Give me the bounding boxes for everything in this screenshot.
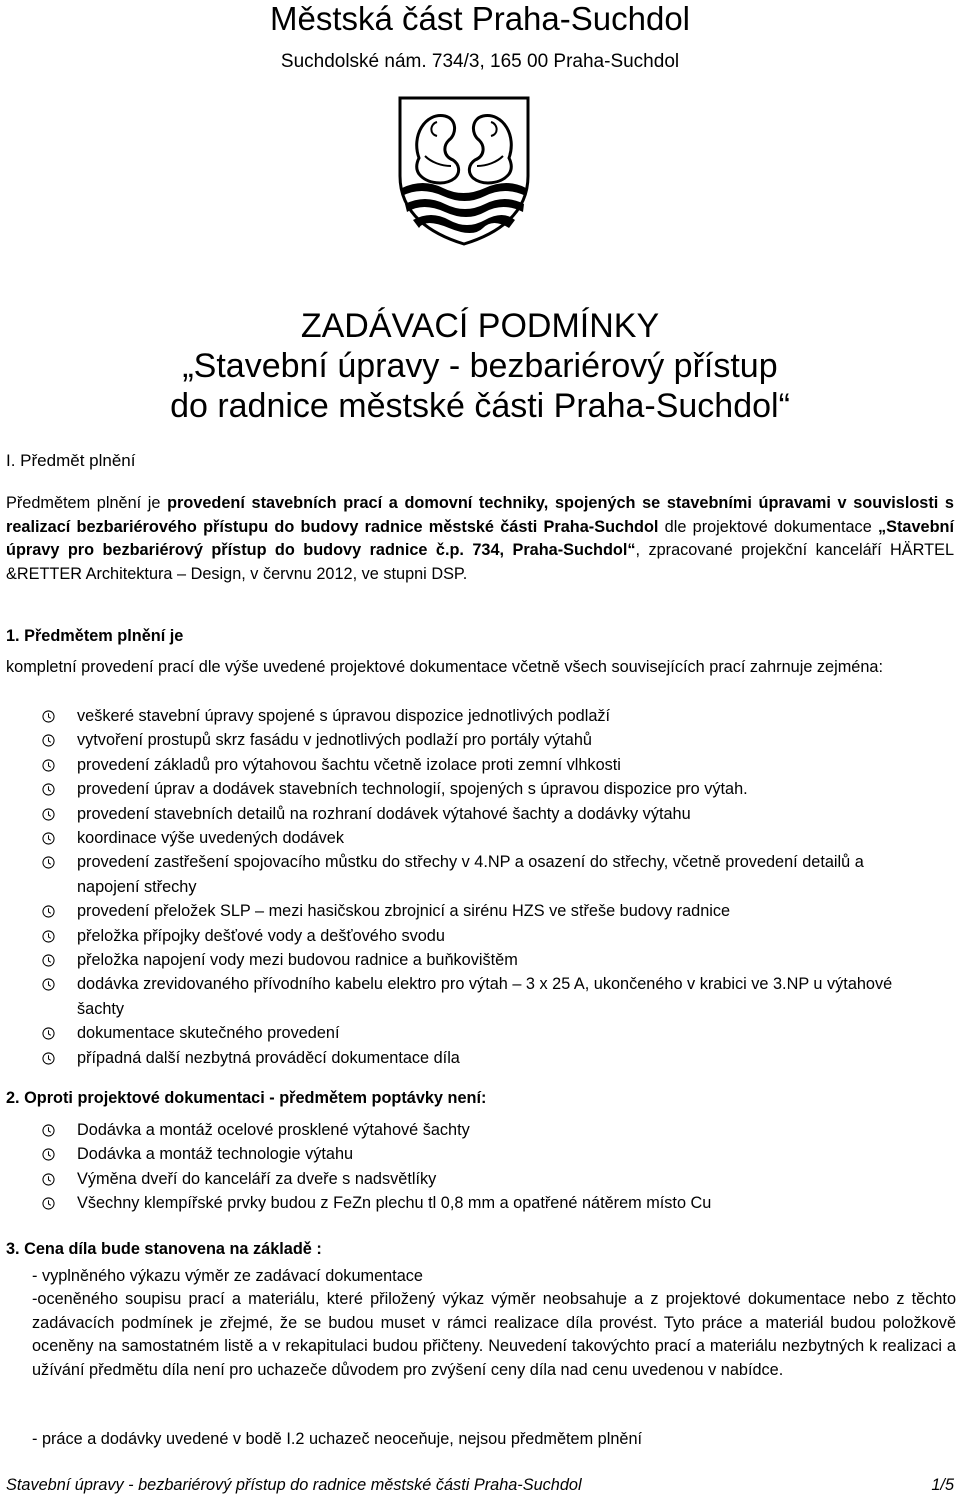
- list-item-text: provedení úprav a dodávek stavebních technologií, spojených s úpravou dispozice pro výtah.: [77, 780, 748, 799]
- section-label: I. Předmět plnění: [6, 451, 136, 470]
- coat-of-arms-swans-icon: [397, 96, 531, 246]
- list-item: [0, 1167, 917, 1191]
- heading-1-text: kompletní provedení prací dle výše uvedené projektové dokumentace včetně všech souvisejících prací zahrnuje zejména:: [6, 658, 883, 676]
- list-item: [0, 777, 917, 801]
- price-line-2: -oceněného soupisu prací a materiálu, které přiložený výkaz výměr neobsahuje a z projektové dokumentace nebo z těchto zadávacích podmínek je zřejmé, že se budou muset v rámci realizace díla provést. Tyto práce a materiál budou položkově oceněny na samostatném listě a v rekapitulaci budou přičteny. Neuvedení takovýchto prací a materiálu nezbytných k realizaci a užívání předmětu díla není pro uchazeče důvodem pro zvýšení ceny díla nad cenu uvedenou v nabídce.: [32, 1290, 956, 1379]
- list-item-text: Výměna dveří do kanceláří za dveře s nadsvětlíky: [77, 1169, 437, 1188]
- footer-text: Stavební úpravy - bezbariérový přístup do radnice městské části Praha-Suchdol: [6, 1476, 582, 1494]
- document-title: ZADÁVACÍ PODMÍNKY: [300, 307, 660, 345]
- clock-bullet-icon: [42, 1124, 55, 1137]
- list-item: [0, 1021, 917, 1045]
- list-item-text: přeložka napojení vody mezi budovou radnice a buňkovištěm: [77, 951, 518, 970]
- list-item-text: vytvoření prostupů skrz fasádu v jednotlivých podlaží pro portály výtahů: [77, 731, 592, 750]
- list-item: [0, 802, 917, 826]
- municipality-title: Městská část Praha-Suchdol: [269, 0, 691, 37]
- clock-bullet-icon: [42, 832, 55, 845]
- list-item-text: dokumentace skutečného provedení: [77, 1024, 340, 1043]
- clock-bullet-icon: [42, 783, 55, 796]
- heading-1: 1. Předmětem plnění je: [6, 627, 184, 645]
- municipality-address: Suchdolské nám. 734/3, 165 00 Praha-Suchdol: [280, 51, 680, 72]
- list-item-text: provedení základů pro výtahovou šachtu včetně izolace proti zemní vlhkosti: [77, 755, 621, 774]
- list-item-text: provedení stavebních detailů na rozhraní dodávek výtahové šachty a dodávky výtahu: [77, 804, 691, 823]
- document-subtitle-line1: „Stavební úpravy - bezbariérový přístup: [182, 347, 778, 385]
- list-item-text: provedení přeložek SLP – mezi hasičskou zbrojnicí a sirénu HZS ve střeše budovy radnice: [77, 902, 731, 921]
- list-item-text: Dodávka a montáž technologie výtahu: [77, 1145, 354, 1164]
- list-item: [0, 899, 917, 923]
- clock-bullet-icon: [42, 808, 55, 821]
- list-item-text: Dodávka a montáž ocelové prosklené výtahové šachty: [77, 1121, 470, 1139]
- page-number: 1/5: [931, 1476, 954, 1494]
- clock-bullet-icon: [42, 856, 55, 869]
- clock-bullet-icon: [42, 954, 55, 967]
- clock-bullet-icon: [42, 1173, 55, 1186]
- list-item: [0, 948, 917, 972]
- clock-bullet-icon: [42, 734, 55, 747]
- list-item: [0, 728, 917, 752]
- clock-bullet-icon: [42, 710, 55, 723]
- document-subtitle-line2: do radnice městské části Praha-Suchdol“: [170, 387, 790, 425]
- clock-bullet-icon: [42, 1052, 55, 1065]
- clock-bullet-icon: [42, 930, 55, 943]
- heading-3: 3. Cena díla bude stanovena na základě :: [6, 1240, 322, 1258]
- list-item: [0, 704, 917, 728]
- clock-bullet-icon: [42, 1197, 55, 1210]
- list-item: [0, 1046, 917, 1070]
- clock-bullet-icon: [42, 759, 55, 772]
- list-item: [0, 1191, 917, 1215]
- list-item-text: dodávka zrevidovaného přívodního kabelu elektro pro výtah – 3 x 25 A, ukončeného v krabici ve 3.NP u výtahové šachty: [77, 975, 893, 1018]
- list-item-text: koordinace výše uvedených dodávek: [77, 829, 345, 848]
- list-item-text: Všechny klempířské prvky budou z FeZn plechu tl 0,8 mm a opatřené nátěrem místo Cu: [77, 1194, 712, 1213]
- list-item-text: přeložka přípojky dešťové vody a dešťového svodu: [77, 926, 445, 945]
- price-line-1: - vyplněného výkazu výměr ze zadávací dokumentace: [32, 1267, 423, 1285]
- clock-bullet-icon: [42, 1148, 55, 1161]
- intro-paragraph: Předmětem plnění je provedení stavebních prací a domovní techniky, spojených se stavebními úpravami v souvislosti s realizací bezbariérového přístupu do budovy radnice městské části Praha-Suchdol dle projektové dokumentace „Stavební úpravy pro bezbariérový přístup do budovy radnice č.p. 734, Praha-Suchdol“, zpracované projekční kanceláří HÄRTEL &RETTER Architektura – Design, v červnu 2012, ve stupni DSP.: [6, 494, 954, 583]
- list-item: [0, 972, 917, 1021]
- list-item: [0, 753, 917, 777]
- footer: [6, 1474, 954, 1496]
- clock-bullet-icon: [42, 978, 55, 991]
- list-item: [0, 1142, 917, 1166]
- clock-bullet-icon: [42, 905, 55, 918]
- list-excluded: [0, 1118, 960, 1216]
- heading-2: 2. Oproti projektové dokumentaci - předmětem poptávky není:: [6, 1089, 487, 1107]
- list-item-text: případná další nezbytná prováděcí dokumentace díla: [77, 1048, 460, 1067]
- list-item: [0, 850, 917, 899]
- clock-bullet-icon: [42, 1027, 55, 1040]
- list-item: [0, 1118, 917, 1142]
- list-scope: [0, 704, 960, 1070]
- list-item: [0, 924, 917, 948]
- list-item: [0, 826, 917, 850]
- list-item-text: veškeré stavební úpravy spojené s úpravou dispozice jednotlivých podlaží: [77, 707, 611, 725]
- list-item-text: provedení zastřešení spojovacího můstku do střechy v 4.NP a osazení do střechy, včetně provedení detailů a napojení střechy: [77, 853, 864, 896]
- price-line-3: - práce a dodávky uvedené v bodě I.2 uchazeč neoceňuje, nejsou předmětem plnění: [32, 1430, 643, 1448]
